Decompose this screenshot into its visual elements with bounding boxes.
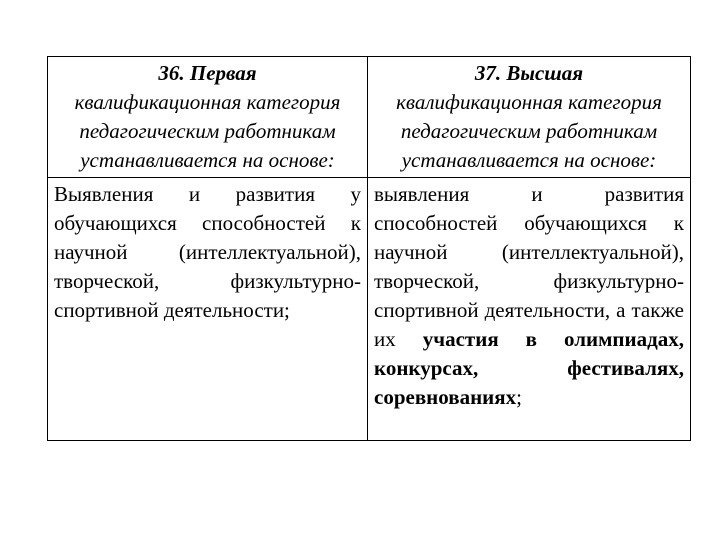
first-category-criteria (48, 178, 368, 441)
highest-category-criteria (368, 178, 691, 441)
highest-category-line-3: педагогическим работникам (400, 119, 658, 143)
highest-category-line-4: устанавливается на основе: (401, 148, 657, 172)
highest-category-title: 37. Высшая (474, 61, 584, 85)
table-header-row (48, 57, 691, 178)
criteria-table (47, 56, 691, 441)
first-category-line-2: квалификационная категория (74, 90, 341, 114)
table-body-row (48, 178, 691, 441)
highest-category-header (368, 57, 691, 178)
highest-category-criteria-text: выявления и развития способностей обучающихся к научной (интеллектуальной), творческой, физкультурно-спортивной деятельности, а также их (374, 182, 684, 351)
first-category-title: 36. Первая (158, 61, 257, 85)
highest-category-criteria-end: ; (516, 385, 522, 409)
highest-category-line-2: квалификационная категория (396, 90, 662, 114)
first-category-header (48, 57, 368, 178)
first-category-line-3: педагогическим работникам (79, 119, 336, 143)
highest-category-criteria-emphasis: участия в олимпиадах, конкурсах, фестивалях, соревнованиях (374, 327, 684, 409)
first-category-criteria-text: Выявления и развития у обучающихся способностей к научной (интеллектуальной), творческой, физкультурно-спортивной деятельности; (54, 182, 361, 322)
first-category-line-4: устанавливается на основе: (80, 148, 335, 172)
